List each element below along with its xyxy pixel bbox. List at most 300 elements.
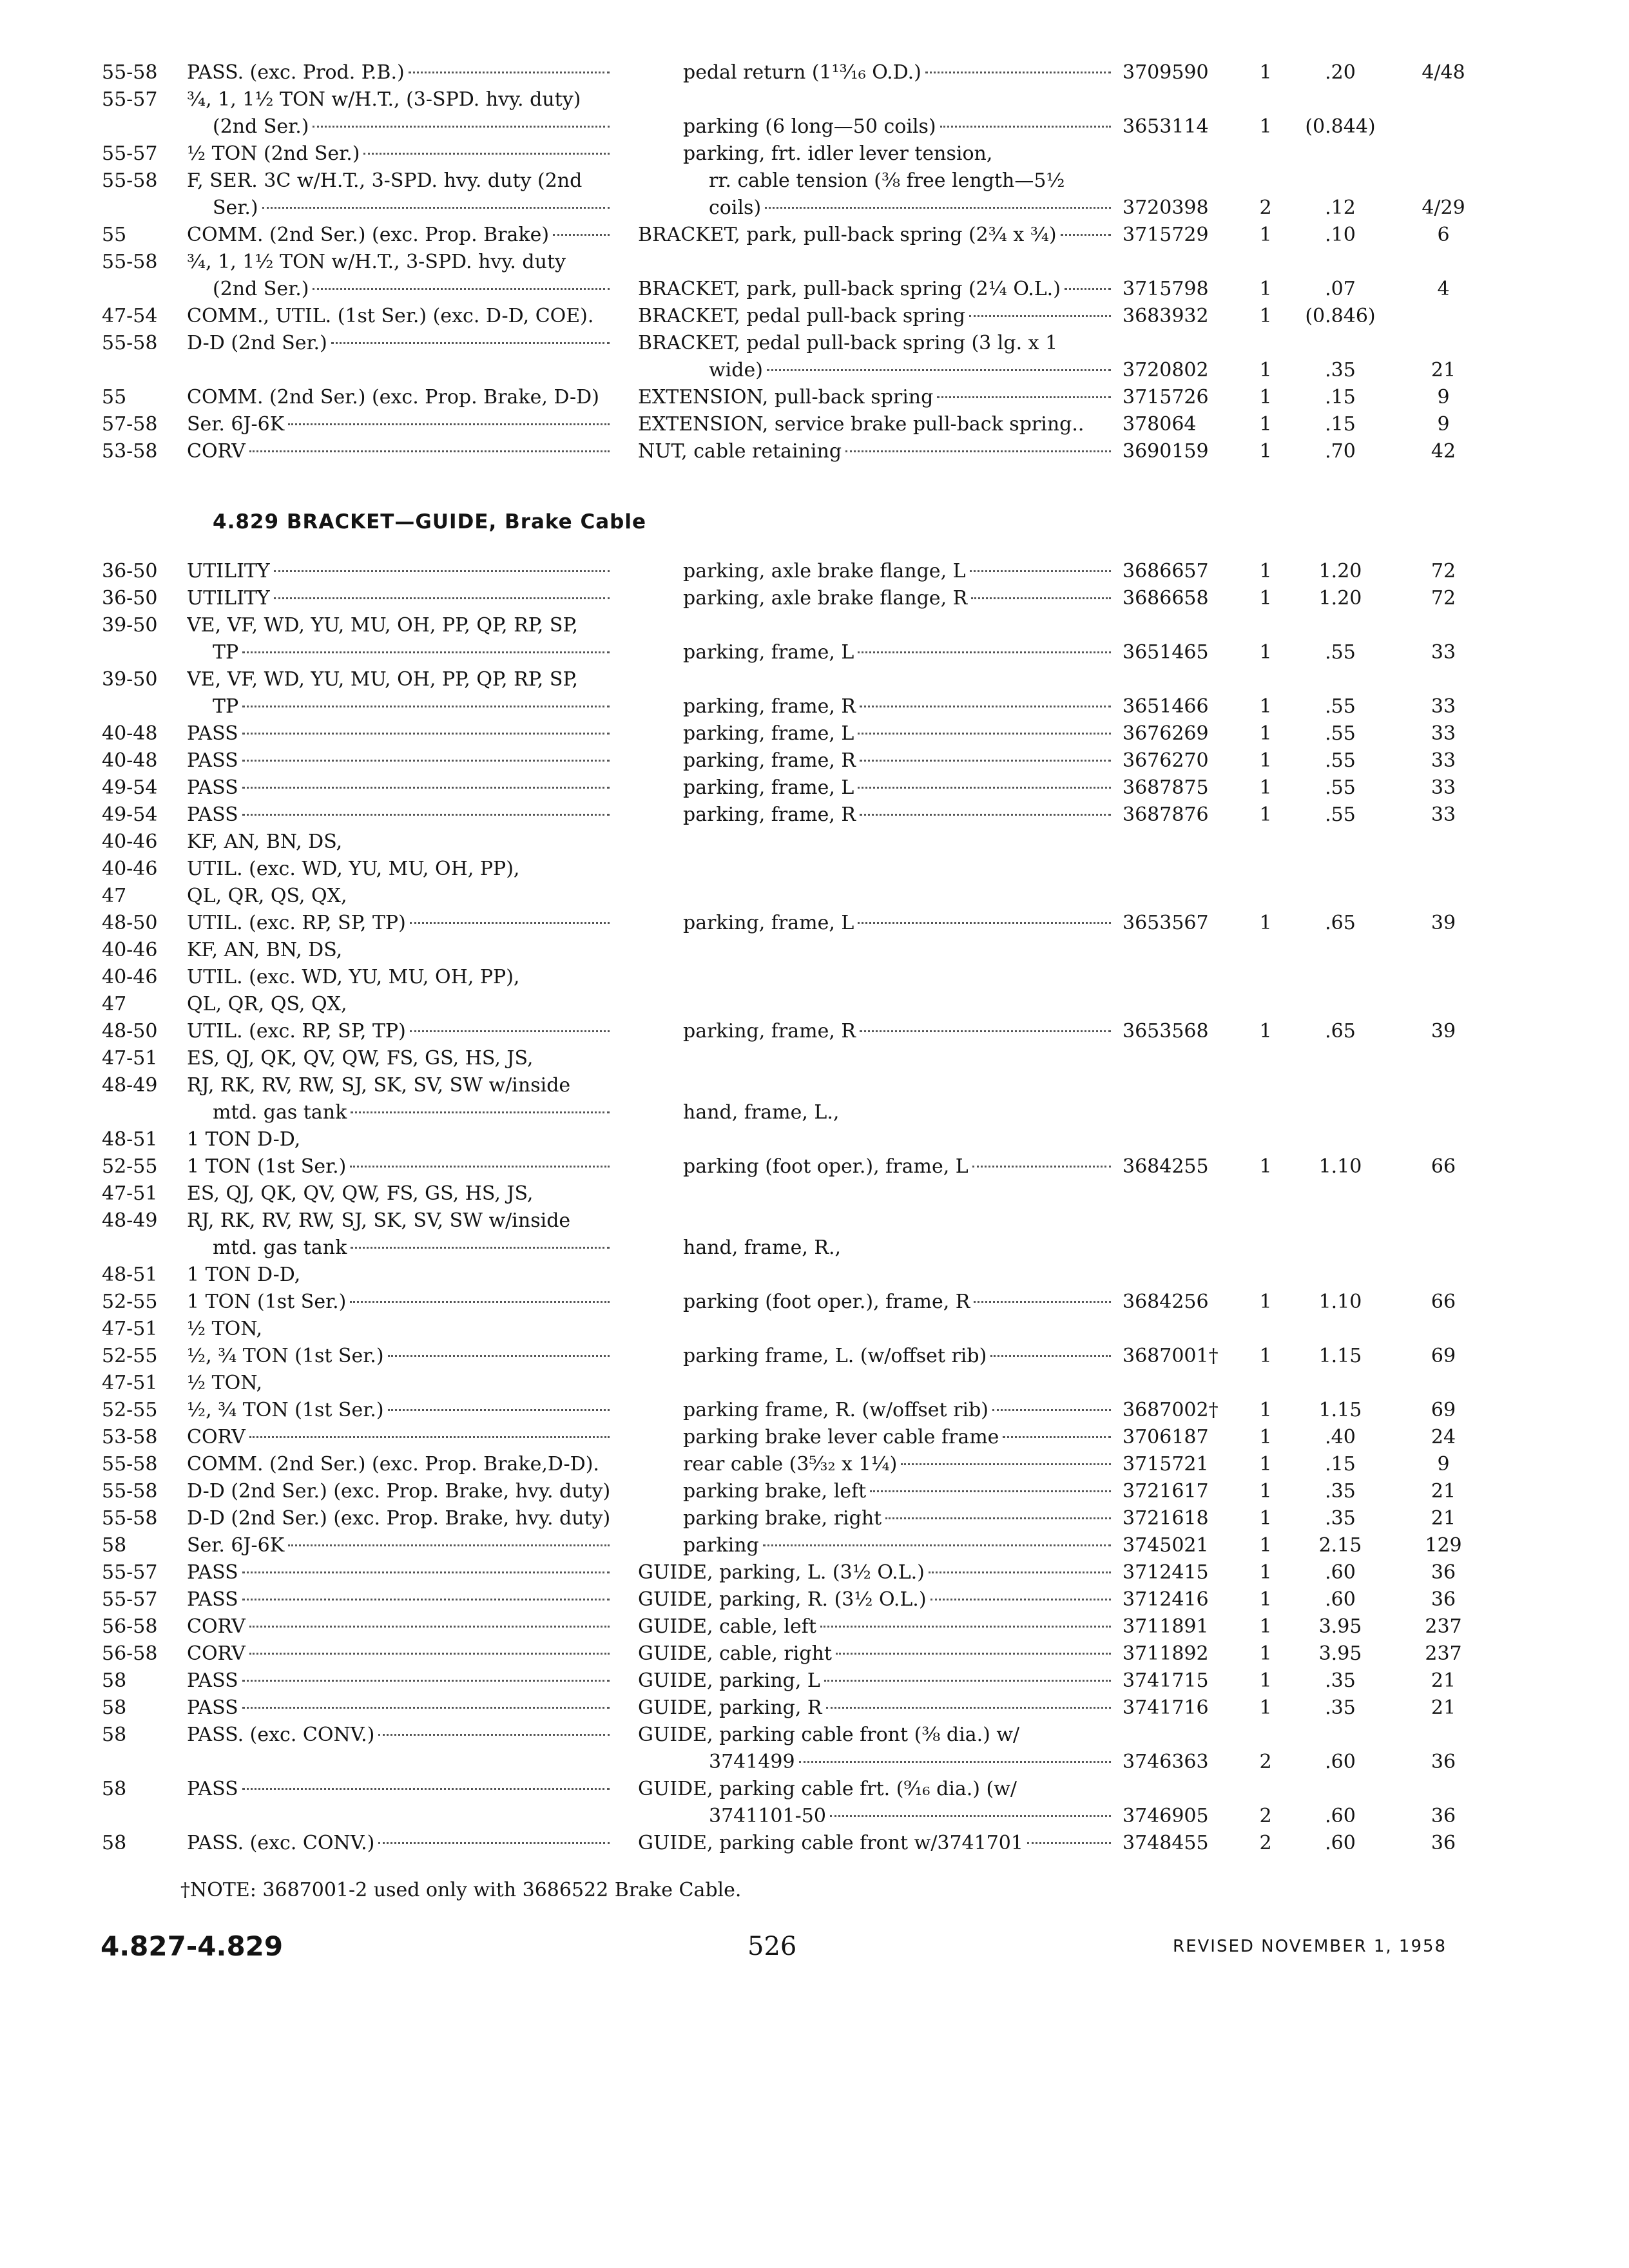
application <box>187 1262 612 1289</box>
weight <box>1405 411 1482 438</box>
application <box>187 1478 612 1505</box>
part-number <box>1123 774 1251 802</box>
year-range-text: 55-58 <box>102 169 158 192</box>
quantity <box>1253 1640 1278 1667</box>
quantity <box>1253 1613 1278 1640</box>
quantity-text: 1 <box>1259 413 1272 436</box>
weight-text: 237 <box>1425 1642 1462 1665</box>
quantity <box>1253 1830 1278 1857</box>
price-text: .65 <box>1325 1020 1356 1043</box>
part-number <box>1123 1424 1251 1451</box>
year-range-text: 52-55 <box>102 1345 158 1367</box>
weight <box>1405 747 1482 774</box>
price-text: (0.846) <box>1305 305 1376 327</box>
year-range-text: 58 <box>102 1724 127 1746</box>
application-text: PASS. (exc. CONV.) <box>187 1832 375 1854</box>
part-number-text: 3746363 <box>1123 1751 1209 1773</box>
part-number-text: 3651466 <box>1123 695 1209 718</box>
year-range <box>102 1370 180 1397</box>
price-text: .55 <box>1325 641 1356 664</box>
quantity <box>1253 693 1278 720</box>
application <box>187 1586 612 1613</box>
weight <box>1405 1424 1482 1451</box>
price-text: 3.95 <box>1318 1615 1362 1638</box>
weight-text: 69 <box>1431 1399 1456 1421</box>
price <box>1282 720 1398 747</box>
table-row <box>0 1505 1629 1532</box>
part-number-text: 3686658 <box>1123 587 1209 610</box>
year-range-text: 47 <box>102 993 127 1015</box>
footnote: †NOTE: 3687001-2 used only with 3686522 Brake Cable. <box>180 1879 742 1901</box>
description <box>638 384 1113 411</box>
part-number <box>1123 1667 1251 1695</box>
price <box>1282 113 1398 140</box>
part-number <box>1123 276 1251 303</box>
year-range-text: 47-51 <box>102 1182 158 1205</box>
quantity <box>1253 222 1278 249</box>
quantity <box>1253 1424 1278 1451</box>
table-row <box>0 1153 1629 1180</box>
application-text: ES, QJ, QK, QV, QW, FS, GS, HS, JS, <box>187 1047 534 1070</box>
description <box>683 1343 1113 1370</box>
weight <box>1405 1640 1482 1667</box>
part-number <box>1123 1289 1251 1316</box>
application <box>187 384 612 411</box>
application <box>187 1532 612 1559</box>
year-range-text: 57-58 <box>102 413 158 436</box>
application <box>187 86 612 113</box>
description <box>683 1289 1113 1316</box>
weight <box>1405 1586 1482 1613</box>
table-row <box>0 693 1629 720</box>
weight-text: 237 <box>1425 1615 1462 1638</box>
quantity-text: 1 <box>1259 1426 1272 1448</box>
part-number <box>1123 1695 1251 1722</box>
quantity <box>1253 1478 1278 1505</box>
application-text: mtd. gas tank <box>213 1101 347 1124</box>
description <box>709 195 1113 222</box>
application-text: D-D (2nd Ser.) <box>187 332 327 354</box>
year-range <box>102 991 180 1018</box>
application <box>187 303 612 330</box>
price <box>1282 802 1398 829</box>
year-range <box>102 1316 180 1343</box>
weight-text: 9 <box>1437 1453 1450 1475</box>
top-parts-table <box>0 59 1629 465</box>
price-text: 1.15 <box>1318 1345 1362 1367</box>
year-range <box>102 1397 180 1424</box>
year-range <box>102 774 180 802</box>
description-text: parking <box>683 1534 759 1557</box>
year-range-text: 58 <box>102 1778 127 1800</box>
year-range <box>102 59 180 86</box>
price-text: .55 <box>1325 776 1356 799</box>
application <box>213 113 612 140</box>
application-text: D-D (2nd Ser.) (exc. Prop. Brake, hvy. duty) <box>187 1507 611 1530</box>
application-text: VE, VF, WD, YU, MU, OH, PP, QP, RP, SP, <box>187 668 579 691</box>
weight-text: 4 <box>1437 278 1450 300</box>
year-range <box>102 802 180 829</box>
application-text: COMM. (2nd Ser.) (exc. Prop. Brake) <box>187 224 550 246</box>
application-text: 1 TON (1st Ser.) <box>187 1291 347 1313</box>
year-range <box>102 86 180 113</box>
weight-text: 129 <box>1425 1534 1462 1557</box>
description-text: parking, axle brake flange, L <box>683 560 966 582</box>
application <box>187 1072 612 1099</box>
description-text: GUIDE, parking cable front (⅜ dia.) w/ <box>638 1724 1020 1746</box>
part-number-text: 3746905 <box>1123 1805 1209 1827</box>
quantity <box>1253 438 1278 465</box>
application <box>187 168 612 195</box>
year-range <box>102 558 180 585</box>
price-text: .15 <box>1325 386 1356 408</box>
quantity <box>1253 585 1278 612</box>
weight-text: 9 <box>1437 413 1450 436</box>
year-range-text: 48-50 <box>102 1020 158 1043</box>
application <box>213 639 612 666</box>
application <box>187 438 612 465</box>
application-text: PASS <box>187 1561 238 1584</box>
table-row <box>0 222 1629 249</box>
quantity-text: 1 <box>1259 1696 1272 1719</box>
part-number-text: 3683932 <box>1123 305 1209 327</box>
application-text: COMM., UTIL. (1st Ser.) (exc. D-D, COE). <box>187 305 594 327</box>
year-range-text: 40-48 <box>102 722 158 745</box>
part-number <box>1123 1451 1251 1478</box>
year-range-text: 40-46 <box>102 939 158 961</box>
price-text: .20 <box>1325 61 1356 84</box>
year-range <box>102 1424 180 1451</box>
year-range-text: 55-58 <box>102 1480 158 1503</box>
year-range-text: 55-57 <box>102 1588 158 1611</box>
application <box>213 276 612 303</box>
table-row <box>0 1830 1629 1857</box>
application-text: D-D (2nd Ser.) (exc. Prop. Brake, hvy. duty) <box>187 1480 611 1503</box>
description-text: parking, frame, R <box>683 695 856 718</box>
part-number <box>1123 747 1251 774</box>
part-number-text: 3686657 <box>1123 560 1209 582</box>
year-range <box>102 1532 180 1559</box>
application <box>187 411 612 438</box>
table-row <box>0 1289 1629 1316</box>
weight <box>1405 276 1482 303</box>
application-text: PASS. (exc. Prod. P.B.) <box>187 61 405 84</box>
application-text: PASS <box>187 803 238 826</box>
quantity <box>1253 1532 1278 1559</box>
table-row <box>0 1451 1629 1478</box>
application <box>187 1397 612 1424</box>
section-title: 4.829 BRACKET—GUIDE, Brake Cable <box>213 510 647 533</box>
weight <box>1405 59 1482 86</box>
part-number-text: 3745021 <box>1123 1534 1209 1557</box>
application-text: PASS <box>187 776 238 799</box>
weight-text: 36 <box>1431 1561 1456 1584</box>
year-range-text: 58 <box>102 1534 127 1557</box>
application <box>187 1451 612 1478</box>
description-text: parking, frame, L <box>683 776 854 799</box>
part-number <box>1123 1343 1251 1370</box>
price-text: 1.10 <box>1318 1291 1362 1313</box>
application-text: UTIL. (exc. RP, SP, TP) <box>187 912 406 934</box>
part-number <box>1123 411 1251 438</box>
application <box>187 1370 612 1397</box>
price <box>1282 438 1398 465</box>
description <box>638 1586 1113 1613</box>
part-number-text: 3690159 <box>1123 440 1209 463</box>
weight <box>1405 1397 1482 1424</box>
price-text: .65 <box>1325 912 1356 934</box>
description-text: parking, frt. idler lever tension, <box>683 142 993 165</box>
price <box>1282 1153 1398 1180</box>
weight <box>1405 639 1482 666</box>
application <box>187 612 612 639</box>
part-number-text: 3709590 <box>1123 61 1209 84</box>
weight <box>1405 1803 1482 1830</box>
footer-revised-date: REVISED NOVEMBER 1, 1958 <box>1173 1937 1447 1956</box>
table-row <box>0 1099 1629 1126</box>
weight <box>1405 1478 1482 1505</box>
year-range-text: 56-58 <box>102 1642 158 1665</box>
quantity-text: 1 <box>1259 641 1272 664</box>
quantity-text: 1 <box>1259 386 1272 408</box>
table-row <box>0 1235 1629 1262</box>
application-text: UTIL. (exc. WD, YU, MU, OH, PP), <box>187 858 520 880</box>
quantity-text: 1 <box>1259 1507 1272 1530</box>
application <box>187 1207 612 1235</box>
part-number-text: 3712415 <box>1123 1561 1209 1584</box>
weight-text: 33 <box>1431 695 1456 718</box>
description-text: parking brake, right <box>683 1507 882 1530</box>
description-text: rr. cable tension (⅜ free length—5½ <box>709 169 1065 192</box>
application <box>187 720 612 747</box>
application-text: (2nd Ser.) <box>213 115 309 138</box>
application <box>187 910 612 937</box>
quantity-text: 1 <box>1259 803 1272 826</box>
footer-page-number: 526 <box>747 1932 797 1961</box>
description <box>683 720 1113 747</box>
description <box>683 585 1113 612</box>
quantity <box>1253 1586 1278 1613</box>
description <box>638 1830 1113 1857</box>
description <box>683 558 1113 585</box>
application <box>213 693 612 720</box>
weight <box>1405 1559 1482 1586</box>
table-row <box>0 1749 1629 1776</box>
year-range <box>102 747 180 774</box>
year-range <box>102 1776 180 1803</box>
quantity <box>1253 910 1278 937</box>
quantity-text: 1 <box>1259 1291 1272 1313</box>
weight <box>1405 357 1482 384</box>
application-text: ES, QJ, QK, QV, QW, FS, GS, HS, JS, <box>187 1182 534 1205</box>
part-number <box>1123 1505 1251 1532</box>
application-text: Ser. 6J-6K <box>187 413 285 436</box>
price <box>1282 1505 1398 1532</box>
part-number-text: 3715726 <box>1123 386 1209 408</box>
application-text: PASS <box>187 749 238 772</box>
year-range-text: 52-55 <box>102 1399 158 1421</box>
weight-text: 36 <box>1431 1588 1456 1611</box>
table-row <box>0 1370 1629 1397</box>
part-number-text: 3720398 <box>1123 197 1209 219</box>
section-parts-table <box>0 558 1629 1857</box>
part-number <box>1123 639 1251 666</box>
quantity <box>1253 276 1278 303</box>
price <box>1282 1343 1398 1370</box>
part-number-text: 3653567 <box>1123 912 1209 934</box>
quantity <box>1253 1153 1278 1180</box>
part-number <box>1123 1018 1251 1045</box>
description-text: coils) <box>709 197 762 219</box>
price <box>1282 1640 1398 1667</box>
description-text: 3741101-50 <box>709 1805 826 1827</box>
application-text: PASS. (exc. CONV.) <box>187 1724 375 1746</box>
description <box>683 1478 1113 1505</box>
description-text: parking frame, R. (w/offset rib) <box>683 1399 988 1421</box>
year-range-text: 55-58 <box>102 1453 158 1475</box>
year-range-text: 47-54 <box>102 305 158 327</box>
weight-text: 21 <box>1431 1669 1456 1692</box>
weight-text: 66 <box>1431 1155 1456 1178</box>
year-range <box>102 1830 180 1857</box>
quantity <box>1253 558 1278 585</box>
table-row <box>0 991 1629 1018</box>
quantity <box>1253 384 1278 411</box>
weight <box>1405 585 1482 612</box>
application <box>187 856 612 883</box>
description-text: BRACKET, park, pull-back spring (2¼ O.L.) <box>638 278 1061 300</box>
application-text: PASS <box>187 1669 238 1692</box>
part-number-text: 3715729 <box>1123 224 1209 246</box>
weight <box>1405 195 1482 222</box>
description-text: parking brake lever cable frame <box>683 1426 999 1448</box>
year-range <box>102 140 180 168</box>
part-number <box>1123 585 1251 612</box>
weight-text: 6 <box>1437 224 1450 246</box>
quantity-text: 2 <box>1259 1832 1272 1854</box>
part-number <box>1123 1559 1251 1586</box>
weight-text: 33 <box>1431 776 1456 799</box>
application-text: (2nd Ser.) <box>213 278 309 300</box>
quantity <box>1253 1018 1278 1045</box>
part-number-text: 3711892 <box>1123 1642 1209 1665</box>
price <box>1282 1559 1398 1586</box>
quantity <box>1253 1451 1278 1478</box>
year-range-text: 55-57 <box>102 142 158 165</box>
price-text: .55 <box>1325 695 1356 718</box>
part-number <box>1123 558 1251 585</box>
table-row <box>0 1045 1629 1072</box>
application-text: ¾, 1, 1½ TON w/H.T., 3-SPD. hvy. duty <box>187 251 566 273</box>
description-text: GUIDE, cable, right <box>638 1642 832 1665</box>
table-row <box>0 357 1629 384</box>
price <box>1282 59 1398 86</box>
quantity-text: 2 <box>1259 1751 1272 1773</box>
table-row <box>0 113 1629 140</box>
description-text: BRACKET, pedal pull-back spring <box>638 305 965 327</box>
part-number-text: 3711891 <box>1123 1615 1209 1638</box>
part-number <box>1123 113 1251 140</box>
year-range <box>102 1126 180 1153</box>
quantity-text: 1 <box>1259 1669 1272 1692</box>
description <box>638 1640 1113 1667</box>
application-text: TP <box>213 641 239 664</box>
application-text: CORV <box>187 1615 246 1638</box>
application <box>187 140 612 168</box>
price <box>1282 222 1398 249</box>
year-range <box>102 883 180 910</box>
price-text: .35 <box>1325 1507 1356 1530</box>
part-number <box>1123 802 1251 829</box>
application <box>187 249 612 276</box>
table-row <box>0 249 1629 276</box>
price <box>1282 195 1398 222</box>
quantity <box>1253 747 1278 774</box>
weight-text: 4/48 <box>1422 61 1465 84</box>
quantity-text: 1 <box>1259 1480 1272 1503</box>
description-text: parking, frame, L <box>683 722 854 745</box>
part-number <box>1123 1532 1251 1559</box>
weight-text: 24 <box>1431 1426 1456 1448</box>
year-range-text: 55 <box>102 386 127 408</box>
part-number-text: 3687001† <box>1123 1345 1219 1367</box>
description-text: parking, frame, L <box>683 912 854 934</box>
weight-text: 21 <box>1431 1507 1456 1530</box>
quantity-text: 1 <box>1259 749 1272 772</box>
quantity-text: 1 <box>1259 695 1272 718</box>
description <box>683 1397 1113 1424</box>
table-row <box>0 303 1629 330</box>
quantity <box>1253 59 1278 86</box>
year-range-text: 40-46 <box>102 831 158 853</box>
quantity <box>1253 1505 1278 1532</box>
year-range <box>102 856 180 883</box>
description-text: parking (6 long—50 coils) <box>683 115 936 138</box>
price <box>1282 1478 1398 1505</box>
year-range-text: 40-48 <box>102 749 158 772</box>
year-range <box>102 1180 180 1207</box>
table-row <box>0 1532 1629 1559</box>
year-range <box>102 1667 180 1695</box>
description <box>709 1749 1113 1776</box>
weight <box>1405 720 1482 747</box>
year-range <box>102 1695 180 1722</box>
price-text: .10 <box>1325 224 1356 246</box>
price-text: 3.95 <box>1318 1642 1362 1665</box>
quantity-text: 1 <box>1259 1399 1272 1421</box>
part-number-text: 3741715 <box>1123 1669 1209 1692</box>
part-number <box>1123 1478 1251 1505</box>
weight-text: 72 <box>1431 560 1456 582</box>
price-text: .70 <box>1325 440 1356 463</box>
application <box>187 1424 612 1451</box>
weight-text: 39 <box>1431 912 1456 934</box>
price <box>1282 1830 1398 1857</box>
application <box>187 883 612 910</box>
year-range-text: 48-49 <box>102 1209 158 1232</box>
description-text: parking, axle brake flange, R <box>683 587 968 610</box>
table-row <box>0 666 1629 693</box>
price <box>1282 1397 1398 1424</box>
price-text: .60 <box>1325 1751 1356 1773</box>
year-range-text: 48-51 <box>102 1128 158 1151</box>
year-range-text: 39-50 <box>102 668 158 691</box>
description-text: BRACKET, pedal pull-back spring (3 lg. x 1 <box>638 332 1058 354</box>
description <box>638 1695 1113 1722</box>
weight-text: 33 <box>1431 641 1456 664</box>
year-range <box>102 1262 180 1289</box>
weight <box>1405 1695 1482 1722</box>
